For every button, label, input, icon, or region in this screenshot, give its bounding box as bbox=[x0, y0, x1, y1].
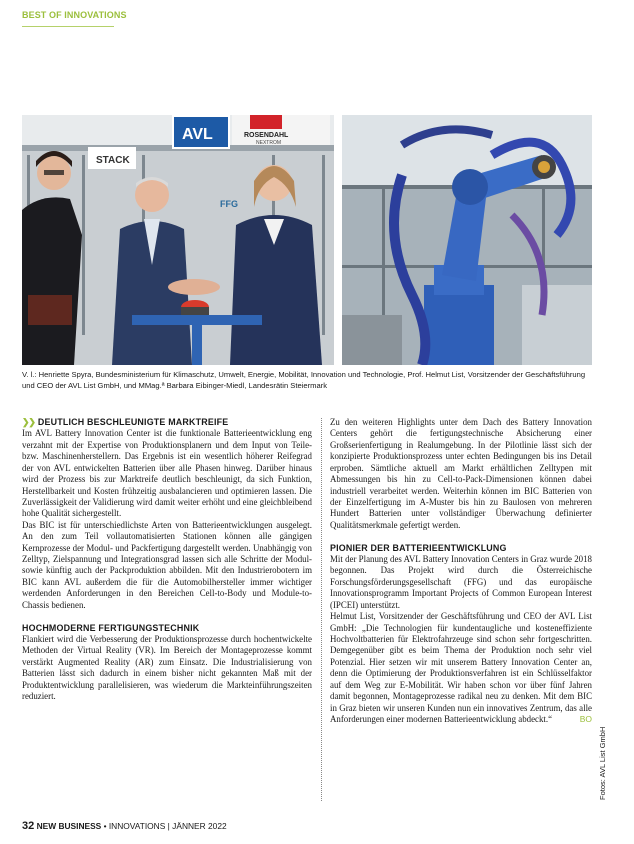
double-chevron-icon: ❯❯ bbox=[22, 417, 35, 427]
sign-stack: STACK bbox=[96, 155, 130, 166]
right-column bbox=[330, 417, 592, 725]
heading-pionier: PIONIER DER BATTERIEENTWICKLUNG bbox=[330, 542, 507, 553]
paragraph-right-3 bbox=[330, 611, 592, 725]
avl-logo: AVL bbox=[182, 126, 213, 143]
magazine-brand: NEW BUSINESS bbox=[36, 821, 102, 831]
sign-nextrom: NEXTROM bbox=[256, 140, 281, 146]
sign-rosendahl: ROSENDAHL bbox=[244, 132, 289, 139]
footer-issue: JÄNNER 2022 bbox=[172, 821, 227, 831]
heading-marktreife-text: DEUTLICH BESCHLEUNIGTE MARKTREIFE bbox=[37, 417, 229, 427]
author-signature: BO bbox=[579, 713, 592, 724]
photo-ministers-illustration bbox=[22, 115, 334, 365]
footer-separator: | bbox=[167, 821, 170, 831]
page-number: 32 bbox=[22, 820, 35, 832]
paragraph-right-2: Mit der Planung des AVL Battery Innovation Centers in Graz wurde 2018 begonnen. Das Projekt wird durch die Österreichische Forschungsförderungsgesellschaft (FFG) und das europäische Innovationsprogramm Important Projects of Common European Interest (IPCEI) unterstützt. bbox=[330, 554, 592, 610]
heading-fertigungstechnik: HOCHMODERNE FERTIGUNGSTECHNIK bbox=[22, 622, 200, 633]
quote-text: Helmut List, Vorsitzender der Geschäftsführung und CEO der AVL List GmbH: „Die Technologien für kundentaugliche und kosteneffiziente Hochvoltbatterien für Elektrofahrzeuge sind schon sehr fortgeschritten. Demgegenüber gibt es beim Thema der Produktion noch sehr viel Potenzial. Hier setzen wir mit unserem Battery Innovation Center an, denn die Optimierung der Produktionsverfahren ist ein Schlüsselfaktor auf dem Weg zur E-Mobilität. Wir haben schon vor über fünf Jahren damit begonnen, Montageprozesse radikal neu zu denken. Mit dem BIC in Graz bieten wir unseren Kunden nun ein innovatives Zentrum, das alle Anforderungen einer modernen Batterieentwicklung abdeckt.“ bbox=[330, 611, 592, 724]
paragraph-left-2: Das BIC ist für unterschiedlichste Arten von Batterieentwicklungen ausgelegt. An den zum Teil vollautomatisierten Stationen können alle gängigen Kernprozesse der Modul- und Packfertigung dargestellt werden. Unabhängig von Zelltyp, Zielspannung und Integrationsgrad lassen sich alle Schritte der Modul- sowie künftig auch der Packproduktion abbilden. Mit den Industrierobotern im BIC kann AVL außerdem die für die Automobilhersteller immer wichtiger werdenden Anforderungen in den Bereichen Cell-to-Body und Module-to-Chassis bedienen. bbox=[22, 519, 312, 610]
footer-bullet: • bbox=[103, 821, 107, 831]
photo-left bbox=[22, 115, 334, 365]
sign-ffg: FFG bbox=[220, 199, 238, 209]
left-column bbox=[22, 417, 312, 703]
photo-credit: Fotos: AVL List GmbH bbox=[598, 726, 607, 800]
photo-right bbox=[342, 115, 592, 365]
heading-marktreife bbox=[22, 417, 312, 428]
column-divider bbox=[321, 418, 322, 801]
paragraph-left-3: Flankiert wird die Verbesserung der Produktionsprozesse durch hochentwickelte Methoden der Virtual Reality (VR). Im Bereich der Montageprozesse kommt verstärkt Augmented Reality (AR) zum Einsatz. Die Industrialisierung von Batterien lässt sich dadurch in einem bisher nicht gekannten Maß mit der Produktentwicklung parallelisieren, was wiederum die Markteinführungszeiten reduziert. bbox=[22, 634, 312, 702]
photo-robot-illustration bbox=[342, 115, 592, 365]
photo-caption: V. l.: Henriette Spyra, Bundesministerium für Klimaschutz, Umwelt, Energie, Mobilität, Innovation und Technologie, Prof. Helmut List, Vorsitzender der Geschäftsführung und CEO der AVL List GmbH, und MMag.ª Barbara Eibinger-Miedl, Landesrätin Steiermark bbox=[22, 370, 586, 390]
section-tag: BEST OF INNOVATIONS bbox=[22, 10, 114, 27]
paragraph-left-1: Im AVL Battery Innovation Center ist die funktionale Batterieentwicklung eng verzahnt mit der Expertise von Produktionsplanern und dem Input von Teile- bzw. Maschinenherstellern. Das Ergebnis ist ein wesentlich höherer Reifegrad der von AVL entwickelten Batterien über alle Phasen hinweg. Darüber hinaus wird der Prozess bis zur Marktreife deutlich beschleunigt, da sich Funktion, Herstellbarkeit und Kosten frühzeitig ausbalancieren und optimieren lassen. Die Zuverlässigkeit der Validierung wird damit weiter erhöht und eine gleichbleibend hohe Qualität sichergestellt. bbox=[22, 428, 312, 519]
footer-section: INNOVATIONS bbox=[108, 821, 166, 831]
paragraph-right-1: Zu den weiteren Highlights unter dem Dach des Battery Innovation Centers gehört die fertigungstechnische Absicherung einer Großserienfertigung in Realumgebung. In der Pilotlinie lässt sich der konzipierte Produktionsprozess unter echten Bedingungen bis ins Detail erproben. Sämtliche aktuell am Markt erhältlichen Zelltypen mit Abmessungen bis hin zu Cell-to-Pack-Dimensionen können dabei industriell verarbeitet werden. Weiterhin können im BIC Batterien von der Einzelfertigung im A-Muster bis hin zu Baulosen von mehreren Hundert Batterien unter vollständiger Überwachung definierter Qualitätsmerkmale gefertigt werden. bbox=[330, 417, 592, 530]
page-footer bbox=[22, 820, 227, 832]
